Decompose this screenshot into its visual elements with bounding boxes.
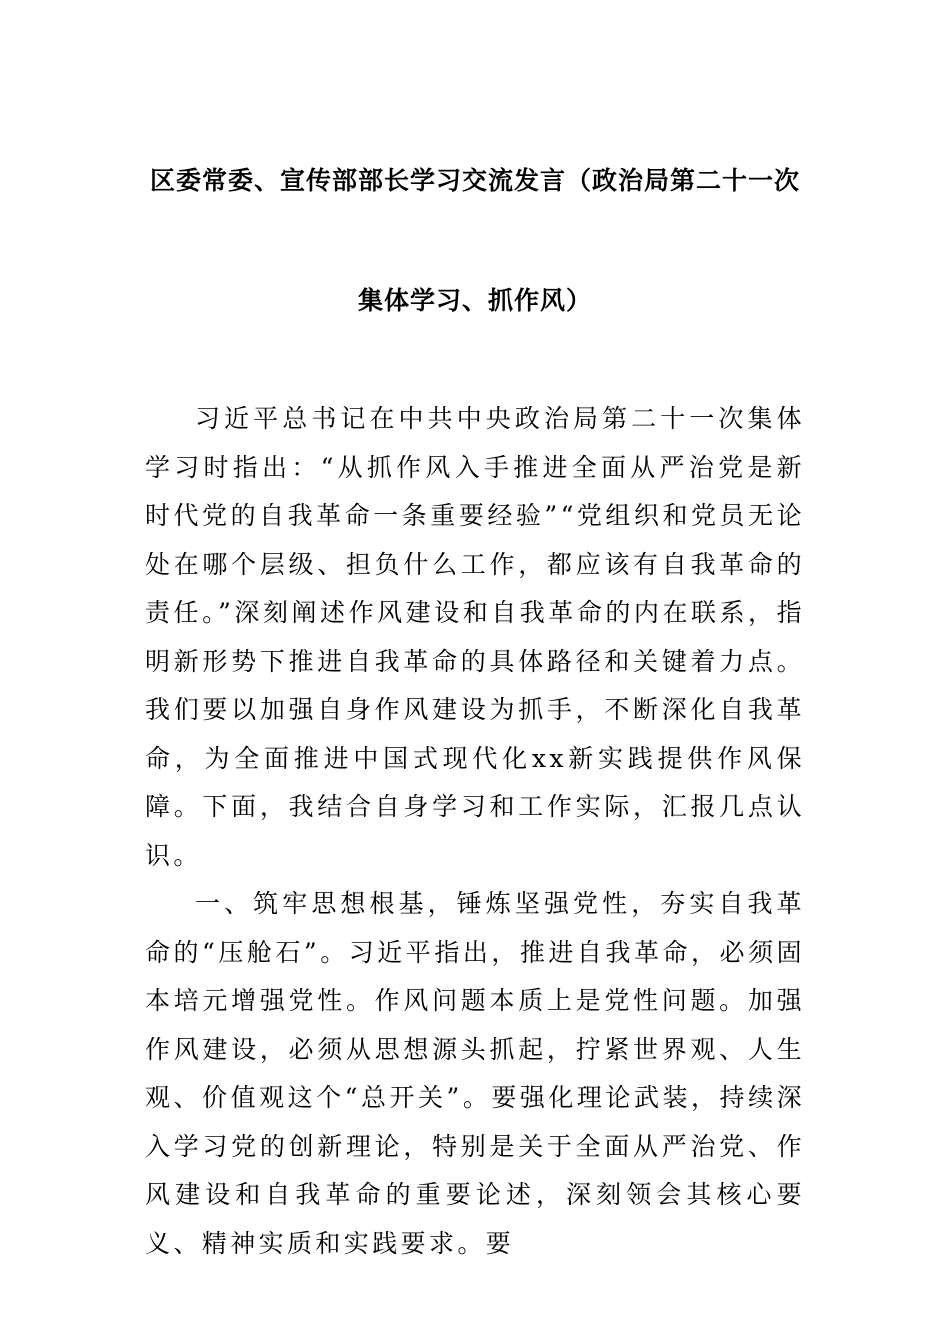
paragraph-intro: 习近平总书记在中共中央政治局第二十一次集体学习时指出：“从抓作风入手推进全面从严治党是新时代党的自我革命一条重要经验”“党组织和党员无论处在哪个层级、担负什么工作，都应该有自我革命的责任。”深刻阐述作风建设和自我革命的内在联系，指明新形势下推进自我革命的具体路径和关键着力点。我们要以加强自身作风建设为抓手，不断深化自我革命，为全面推进中国式现代化xx新实践提供作风保障。下面，我结合自身学习和工作实际，汇报几点认识。 (145, 404, 805, 870)
document-body (145, 395, 805, 1268)
document-title-line-2: 集体学习、抓作风） (357, 286, 592, 315)
document-title-line-1: 区委常委、宣传部部长学习交流发言（政治局第二十一次 (149, 166, 800, 195)
paragraph-section-one: 一、筑牢思想根基，锤炼坚强党性，夯实自我革命的“压舱石”。习近平指出，推进自我革命，必须固本培元增强党性。作风问题本质上是党性问题。加强作风建设，必须从思想源头抓起，拧紧世界观、人生观、价值观这个“总开关”。要强化理论武装，持续深入学习党的创新理论，特别是关于全面从严治党、作风建设和自我革命的重要论述，深刻领会其核心要义、精神实质和实践要求。要 (145, 889, 805, 1258)
